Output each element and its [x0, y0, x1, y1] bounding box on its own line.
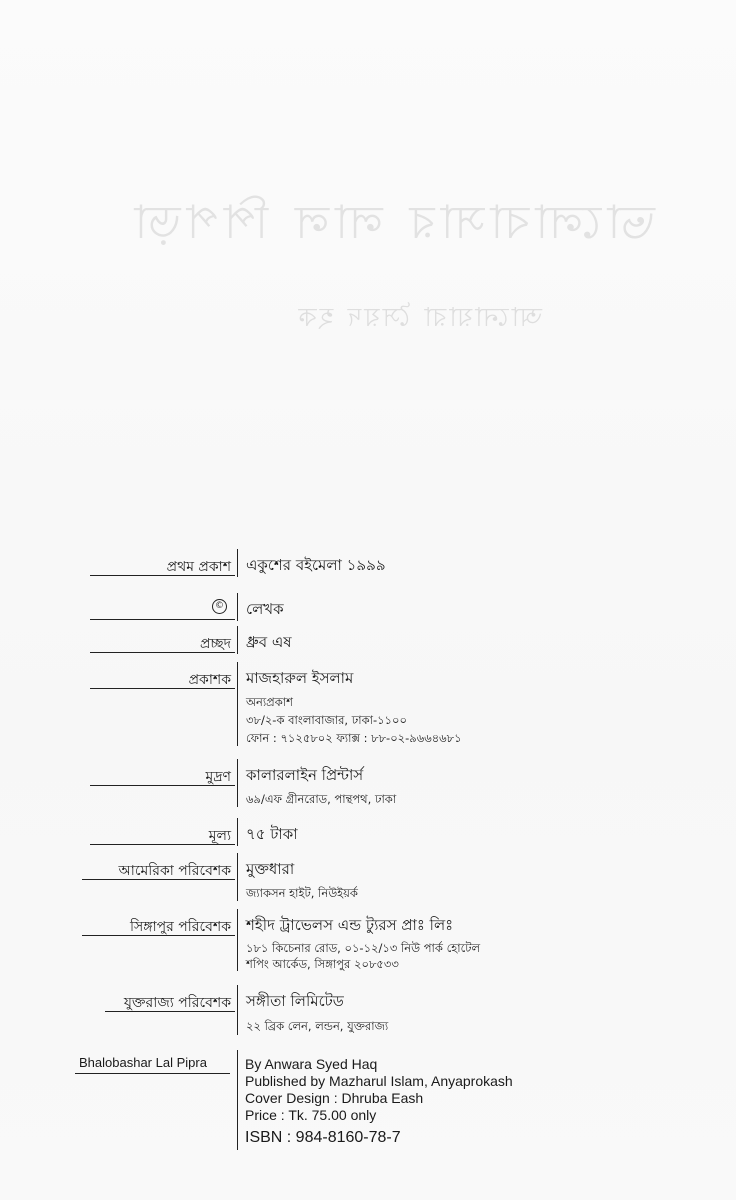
first-edition-label: প্রথম প্রকাশ: [166, 559, 231, 575]
cover-divider: [237, 626, 238, 654]
english-author: By Anwara Syed Haq: [245, 1056, 378, 1072]
usa-distributor-divider: [237, 853, 238, 901]
cover-underline: [90, 652, 235, 653]
uk-distributor-underline: [105, 1011, 235, 1012]
publisher-underline: [90, 688, 235, 689]
printer-underline: [90, 785, 235, 786]
printer-label: মুদ্রণ: [205, 769, 231, 785]
english-divider: [237, 1050, 238, 1150]
english-publisher: Published by Mazharul Islam, Anyaprokash: [245, 1073, 513, 1089]
english-price: Price : Tk. 75.00 only: [245, 1107, 377, 1123]
singapore-distributor-underline: [82, 935, 235, 936]
usa-distributor-underline: [82, 879, 235, 880]
cover-value: ধ্রুব এষ: [246, 633, 292, 651]
price-underline: [90, 844, 235, 845]
uk-distributor-divider: [237, 985, 238, 1035]
price-value: ৭৫ টাকা: [246, 825, 298, 843]
publisher-divider: [237, 662, 238, 746]
usa-distributor-value: মুক্তধারা: [246, 860, 295, 878]
printer-address: ৬৯/এফ গ্রীনরোড, পান্থপথ, ঢাকা: [246, 792, 397, 806]
printer-divider: [237, 759, 238, 807]
first-edition-value: একুশের বইমেলা ১৯৯৯: [246, 556, 386, 574]
cover-label: প্রচ্ছদ: [199, 636, 231, 652]
uk-distributor-value: সঙ্গীতা লিমিটেড: [246, 992, 344, 1010]
english-title: Bhalobashar Lal Pipra: [79, 1055, 207, 1070]
first-edition-underline: [90, 575, 235, 576]
publisher-address: ৩৮/২-ক বাংলাবাজার, ঢাকা-১১০০: [246, 713, 407, 727]
copyright-divider: [237, 593, 238, 621]
english-cover-design: Cover Design : Dhruba Eash: [245, 1090, 424, 1106]
singapore-distributor-value: শহীদ ট্রাভেলস এন্ড ট্যুরস প্রাঃ লিঃ: [246, 916, 454, 934]
printer-value: কালারলাইন প্রিন্টার্স: [246, 766, 364, 784]
show-through-author: আনোয়ারা সৈয়দ হক: [295, 303, 542, 333]
singapore-distributor-label: সিঙ্গাপুর পরিবেশক: [130, 919, 231, 935]
copyright-underline: [90, 619, 235, 620]
usa-distributor-address: জ্যাকসন হাইট, নিউইয়র্ক: [246, 886, 358, 900]
price-divider: [237, 818, 238, 846]
isbn: ISBN : 984-8160-78-7: [245, 1129, 401, 1146]
copyright-icon: ©: [212, 599, 227, 614]
singapore-distributor-divider: [237, 909, 238, 971]
publisher-phone: ফোন : ৭১২৫৮০২ ফ্যাক্স : ৮৮-০২-৯৬৬৪৬৮১: [246, 731, 462, 745]
show-through-title: ভালোবাসার লাল পিপড়া: [128, 195, 655, 249]
publisher-value: মাজহারুল ইসলাম: [246, 669, 354, 687]
publisher-imprint: অন্যপ্রকাশ: [246, 695, 293, 709]
price-label: মূল্য: [208, 828, 231, 844]
first-edition-divider: [237, 549, 238, 577]
usa-distributor-label: আমেরিকা পরিবেশক: [118, 863, 231, 879]
singapore-distributor-address-1: ১৮১ কিচেনার রোড, ০১-১২/১৩ নিউ পার্ক হোটেল: [246, 941, 481, 955]
copyright-value: লেখক: [246, 600, 284, 618]
english-colophon: [245, 1056, 513, 1146]
publisher-label: প্রকাশক: [188, 672, 231, 688]
uk-distributor-label: যুক্তরাজ্য পরিবেশক: [123, 995, 231, 1011]
uk-distributor-address: ২২ ব্রিক লেন, লন্ডন, যুক্তরাজ্য: [246, 1019, 389, 1033]
english-title-underline: [75, 1073, 230, 1074]
singapore-distributor-address-2: শপিং আর্কেড, সিঙ্গাপুর ২০৮৫৩৩: [246, 957, 399, 971]
